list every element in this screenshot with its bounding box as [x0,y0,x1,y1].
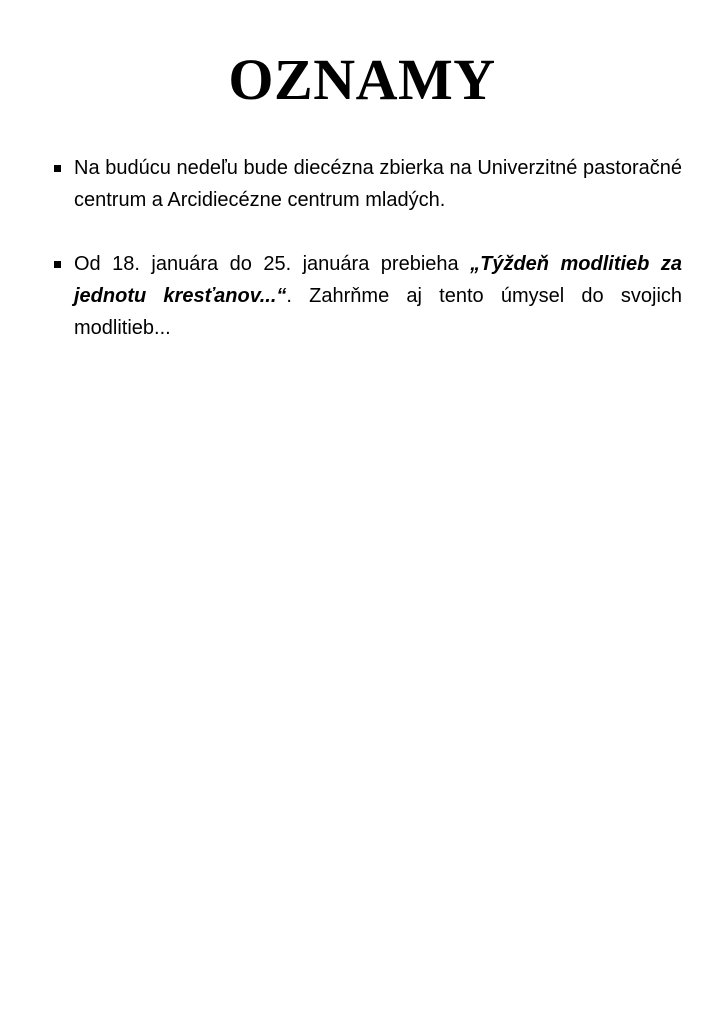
square-bullet-icon [54,165,61,172]
announcement-text: Na budúcu nedeľu bude diecézna zbierka na Univerzitné pastoračné centrum a Arcidiecézne centrum mladých. [74,157,682,211]
announcement-item [52,248,682,344]
announcement-item [52,152,682,216]
page-title: OZNAMY [228,47,496,112]
announcement-text-start: Od 18. januára do 25. januára prebieha [74,253,471,275]
announcement-emphasis: „Týždeň modlitieb za jednotu kresťanov...“ [74,253,682,307]
announcement-list [52,152,682,344]
square-bullet-icon [54,261,61,268]
announcement-text-end: . Zahrňme aj tento úmysel do svojich modlitieb... [74,285,683,339]
